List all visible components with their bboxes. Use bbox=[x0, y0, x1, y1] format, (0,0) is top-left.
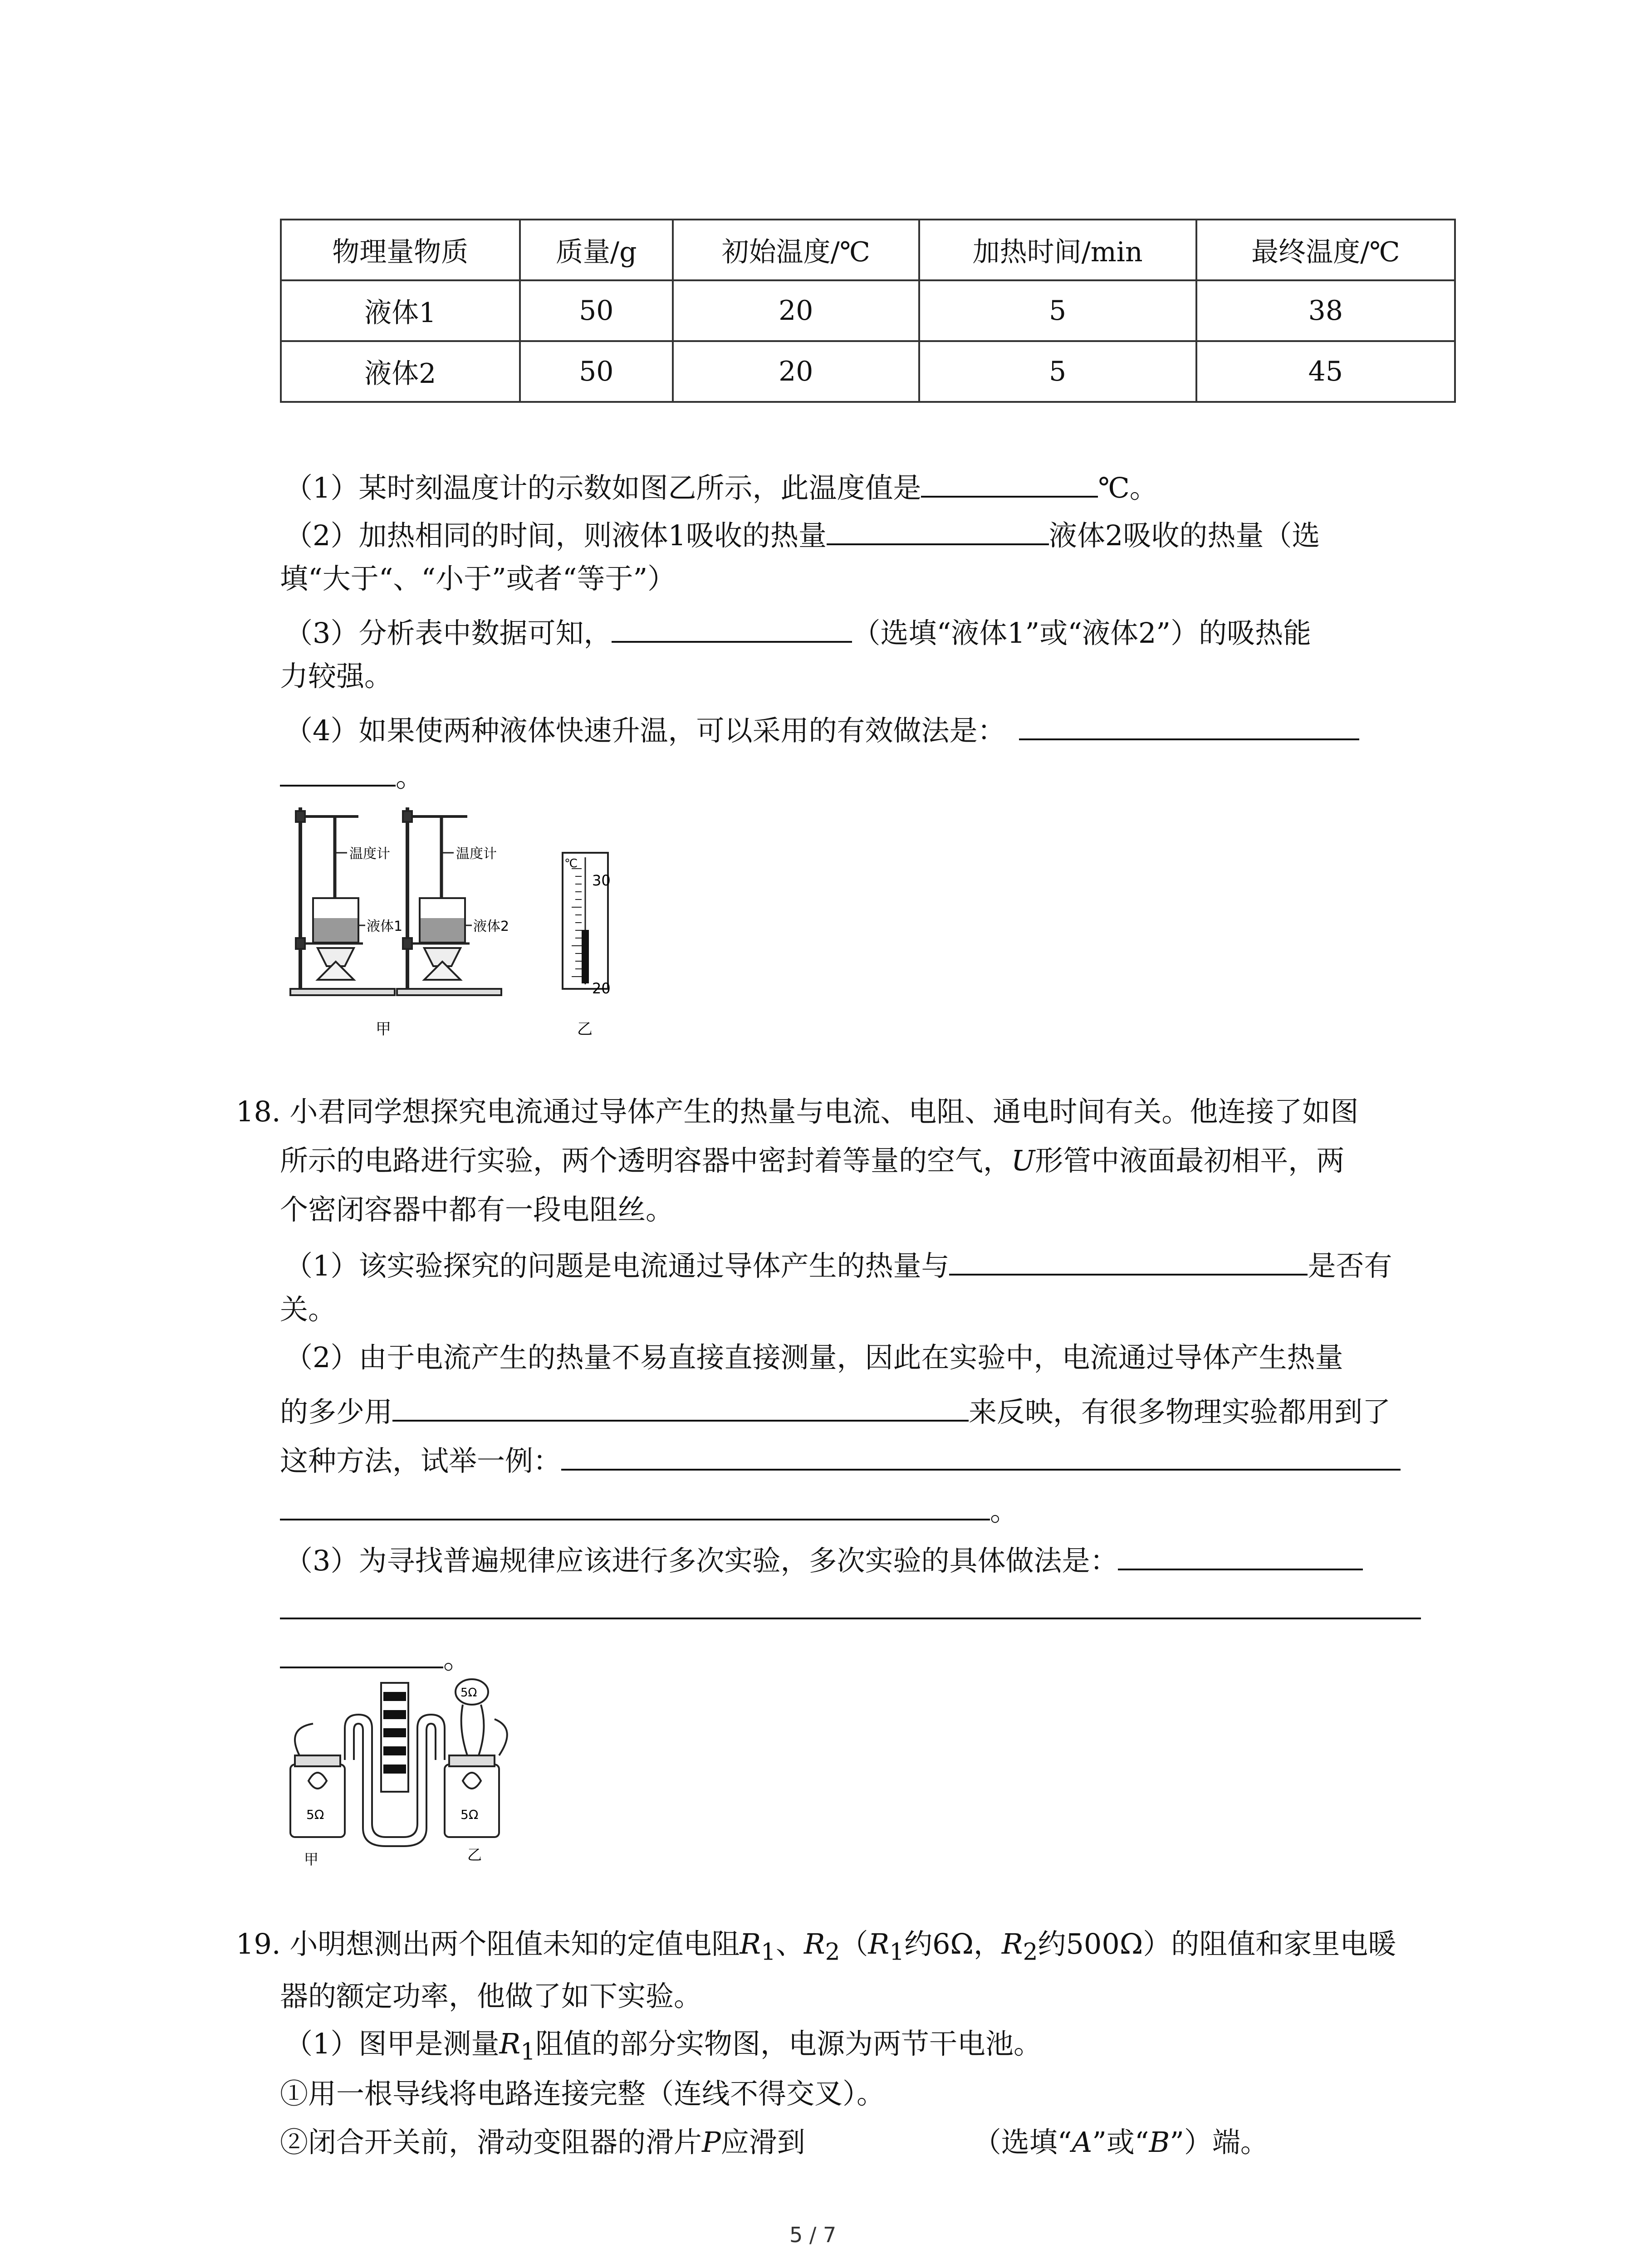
table-cell: 液体2 bbox=[281, 341, 520, 402]
q19-subscript: 1 bbox=[520, 2038, 536, 2066]
page-number: 5 / 7 bbox=[789, 2223, 837, 2247]
table-cell: 50 bbox=[520, 280, 673, 341]
q17-part1-text: （1）某时刻温度计的示数如图乙所示，此温度值是 bbox=[284, 471, 921, 504]
q19-text: （选填“ bbox=[973, 2126, 1072, 2159]
q19-line2: 器的额定功率，他做了如下实验。 bbox=[280, 1980, 702, 2013]
q19-text: 、 bbox=[775, 1927, 804, 1960]
table-header-cell: 质量/g bbox=[520, 220, 673, 280]
answer-blank[interactable] bbox=[280, 1492, 990, 1520]
data-table bbox=[280, 219, 1456, 403]
label-jia: 甲 bbox=[376, 1020, 391, 1038]
q18-part2-line2 bbox=[280, 1393, 1391, 1426]
table-cell: 液体1 bbox=[281, 280, 520, 341]
q19-part1 bbox=[284, 2027, 1042, 2066]
tick-label-20: 20 bbox=[592, 980, 611, 997]
q18-part2-line3 bbox=[280, 1442, 1401, 1475]
thermometer-mercury bbox=[582, 930, 589, 983]
answer-blank[interactable] bbox=[1118, 1542, 1363, 1570]
q17-part2-text: （2）加热相同的时间，则液体1吸收的热量 bbox=[284, 519, 827, 552]
q17-part3-cont: 力较强。 bbox=[280, 660, 393, 693]
q18-part1-text-b: 是否有 bbox=[1308, 1249, 1392, 1282]
wire-left bbox=[295, 1724, 313, 1755]
table-header-cell: 最终温度/℃ bbox=[1196, 220, 1455, 280]
answer-blank[interactable] bbox=[827, 517, 1049, 545]
q17-part3-text-b: （选填“液体1”或“液体2”）的吸热能 bbox=[852, 616, 1312, 650]
q18-part3-end: 。 bbox=[443, 1642, 472, 1675]
label-liquid-1: 液体1 bbox=[367, 919, 403, 934]
label-liquid-2: 液体2 bbox=[473, 919, 509, 934]
q18-part1-cont: 关。 bbox=[280, 1293, 337, 1326]
scale-mark bbox=[383, 1746, 406, 1755]
q18-part2-line4 bbox=[280, 1492, 1018, 1525]
q19-symbol: R bbox=[868, 1927, 890, 1960]
label-thermometer-2: 温度计 bbox=[456, 846, 497, 862]
q17-part4 bbox=[284, 712, 1359, 745]
q18-part3-line2 bbox=[280, 1591, 1421, 1624]
q19-subscript: 1 bbox=[761, 1938, 776, 1966]
q19-symbol: P bbox=[702, 2126, 721, 2159]
q18-stem-2a: 所示的电路进行实验，两个透明容器中密封着等量的空气， bbox=[280, 1144, 1012, 1177]
scale-mark bbox=[383, 1692, 406, 1701]
table-cell: 20 bbox=[673, 280, 919, 341]
q18-stem-2b: 形管中液面最初相平，两 bbox=[1035, 1144, 1345, 1177]
question-number: 19. bbox=[236, 1927, 281, 1960]
q19-item2 bbox=[280, 2126, 1269, 2159]
q19-symbol: R bbox=[803, 1927, 825, 1960]
q19-line1 bbox=[236, 1927, 1396, 1966]
clamp bbox=[403, 811, 412, 822]
q19-text: （1）图甲是测量 bbox=[284, 2027, 500, 2060]
q17-part2-cont: 填“大于“、“小于”或者“等于”） bbox=[280, 562, 676, 595]
table-header-row bbox=[281, 220, 1455, 280]
answer-blank[interactable] bbox=[280, 1640, 443, 1668]
answer-blank[interactable] bbox=[280, 758, 396, 787]
q18-part3 bbox=[284, 1542, 1363, 1575]
q17-part4-end: 。 bbox=[396, 760, 424, 793]
base-plate bbox=[397, 989, 501, 995]
clamp bbox=[296, 811, 305, 822]
label-yi: 乙 bbox=[467, 1846, 482, 1863]
q18-part2: （2）由于电流产生的热量不易直接直接测量，因此在实验中，电流通过导体产生热量 bbox=[284, 1341, 1343, 1374]
q18-part1-text: （1）该实验探究的问题是电流通过导体产生的热量与 bbox=[284, 1249, 950, 1282]
q18-line2 bbox=[280, 1144, 1345, 1177]
q18-part2-end: 。 bbox=[990, 1494, 1019, 1527]
label-yi: 乙 bbox=[577, 1020, 593, 1038]
label-jia: 甲 bbox=[304, 1851, 319, 1868]
burner-1 bbox=[318, 962, 354, 980]
q17-part1-unit: ℃。 bbox=[1098, 471, 1158, 504]
q19-subscript: 2 bbox=[1023, 1938, 1038, 1966]
answer-blank[interactable] bbox=[280, 1591, 1421, 1619]
q19-symbol: R bbox=[1001, 1927, 1023, 1960]
q18-part3-line3 bbox=[280, 1640, 471, 1673]
q18-stem-1: 小君同学想探究电流通过导体产生的热量与电流、电阻、通电时间有关。他连接了如图 bbox=[289, 1095, 1359, 1128]
q18-line1 bbox=[236, 1095, 1359, 1128]
q18-line3: 个密闭容器中都有一段电阻丝。 bbox=[280, 1193, 674, 1226]
q17-part4-text: （4）如果使两种液体快速升温，可以采用的有效做法是： bbox=[284, 714, 1006, 747]
burner-2 bbox=[424, 962, 460, 980]
q18-part3-text: （3）为寻找普遍规律应该进行多次实验，多次实验的具体做法是： bbox=[284, 1544, 1118, 1577]
wire-right bbox=[495, 1719, 507, 1755]
external-wires bbox=[461, 1705, 484, 1755]
tick-label-30: 30 bbox=[592, 872, 611, 889]
q19-text: 应滑到 bbox=[720, 2126, 805, 2159]
container-right bbox=[445, 1765, 499, 1837]
q19-text: 阻值的部分实物图，电源为两节干电池。 bbox=[535, 2027, 1042, 2060]
table-cell: 5 bbox=[919, 341, 1196, 402]
container-left bbox=[290, 1765, 345, 1837]
answer-blank[interactable] bbox=[561, 1442, 1401, 1471]
clamp bbox=[403, 938, 412, 949]
answer-blank[interactable] bbox=[1019, 712, 1359, 740]
answer-blank[interactable] bbox=[392, 1393, 969, 1422]
q19-symbol: R bbox=[499, 2027, 521, 2060]
q19-symbol: B bbox=[1149, 2126, 1170, 2159]
question-number: 18. bbox=[236, 1095, 281, 1128]
answer-blank[interactable] bbox=[612, 615, 852, 643]
q17-part2-text-b: 液体2吸收的热量（选 bbox=[1048, 519, 1320, 552]
table-cell: 5 bbox=[919, 280, 1196, 341]
q19-item1: ①用一根导线将电路连接完整（连线不得交叉）。 bbox=[280, 2077, 885, 2110]
q19-symbol: A bbox=[1072, 2126, 1092, 2159]
container-lid-right bbox=[449, 1755, 495, 1766]
q17-part3-text: （3）分析表中数据可知， bbox=[284, 616, 612, 650]
q19-subscript: 1 bbox=[889, 1938, 905, 1966]
table-cell: 38 bbox=[1196, 280, 1455, 341]
table-header-cell: 加热时间/min bbox=[919, 220, 1196, 280]
table-cell: 45 bbox=[1196, 341, 1455, 402]
liquid-2 bbox=[421, 918, 464, 942]
q17-part3 bbox=[284, 615, 1312, 650]
q18-figure bbox=[281, 1674, 535, 1873]
table-row bbox=[281, 341, 1455, 402]
label-r-left: 5Ω bbox=[306, 1807, 324, 1822]
q19-symbol: R bbox=[740, 1927, 761, 1960]
answer-blank[interactable] bbox=[949, 1247, 1308, 1276]
q19-text: ②闭合开关前，滑动变阻器的滑片 bbox=[280, 2126, 702, 2159]
q19-subscript: 2 bbox=[825, 1938, 840, 1966]
label-thermometer-1: 温度计 bbox=[349, 846, 390, 862]
q19-text: 小明想测出两个阻值未知的定值电阻 bbox=[289, 1927, 740, 1960]
q19-text: （ bbox=[840, 1927, 868, 1960]
table-header-cell: 物理量物质 bbox=[281, 220, 520, 280]
base-plate bbox=[290, 989, 395, 995]
q19-text: 约6Ω， bbox=[904, 1927, 1002, 1960]
liquid-1 bbox=[314, 918, 358, 942]
container-lid-left bbox=[295, 1755, 340, 1766]
label-unit: ℃ bbox=[564, 857, 578, 870]
q19-text: ”）端。 bbox=[1170, 2126, 1269, 2159]
scale-mark bbox=[383, 1728, 406, 1737]
q17-part2 bbox=[284, 517, 1320, 550]
table-cell: 50 bbox=[520, 341, 673, 402]
table-header-cell: 初始温度/℃ bbox=[673, 220, 919, 280]
table-cell: 20 bbox=[673, 341, 919, 402]
q18-part2-text-c: 来反映，有很多物理实验都用到了 bbox=[969, 1395, 1391, 1428]
q18-stem-2u: U bbox=[1011, 1144, 1035, 1177]
table-row bbox=[281, 280, 1455, 341]
q17-part1 bbox=[284, 469, 1158, 502]
label-r-right: 5Ω bbox=[460, 1807, 479, 1822]
q19-text: 约500Ω）的阻值和家里电暖 bbox=[1038, 1927, 1396, 1960]
q18-part2-text: 的多少用 bbox=[280, 1395, 393, 1428]
label-r-top: 5Ω bbox=[460, 1686, 477, 1700]
answer-blank[interactable] bbox=[921, 469, 1098, 498]
q17-figure bbox=[272, 789, 617, 1043]
q18-part1 bbox=[284, 1247, 1392, 1280]
q18-part2-text-d: 这种方法，试举一例： bbox=[280, 1444, 562, 1477]
clamp bbox=[296, 938, 305, 949]
scale-mark bbox=[383, 1765, 406, 1774]
scale-mark bbox=[383, 1710, 406, 1719]
q19-text: ”或“ bbox=[1092, 2126, 1149, 2159]
q17-part4-cont bbox=[280, 758, 424, 791]
